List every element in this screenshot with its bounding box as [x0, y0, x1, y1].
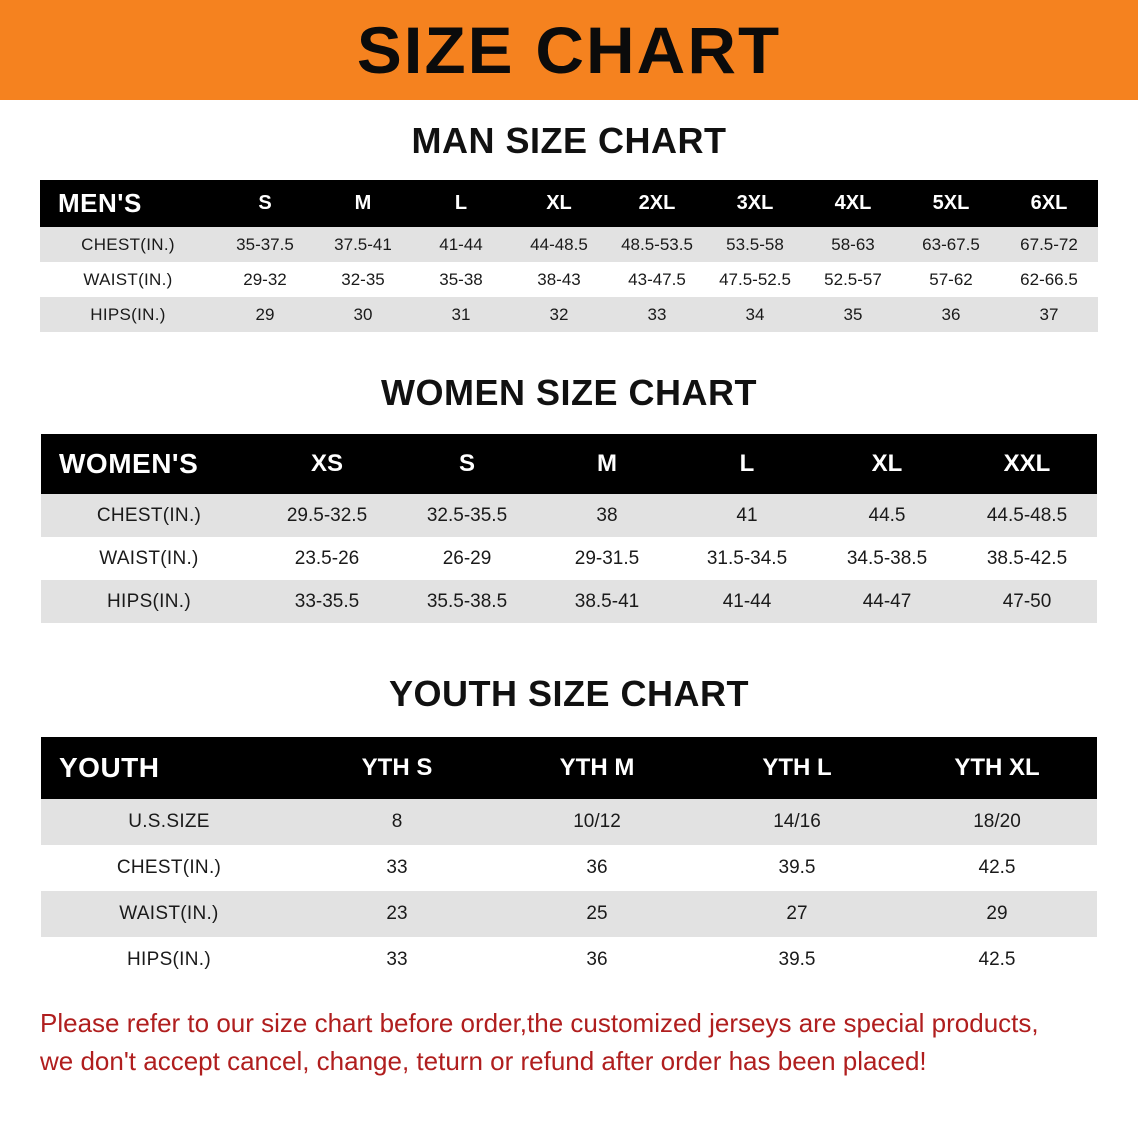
- youth-col-header: YTH M: [497, 737, 697, 799]
- men-cell: 67.5-72: [1000, 227, 1098, 262]
- women-cell: 31.5-34.5: [677, 537, 817, 580]
- women-cell: 26-29: [397, 537, 537, 580]
- youth-cell: 39.5: [697, 937, 897, 983]
- women-size-table: [41, 434, 1097, 623]
- men-cell: 34: [706, 297, 804, 332]
- men-cell: 62-66.5: [1000, 262, 1098, 297]
- men-row-label: CHEST(IN.): [40, 227, 216, 262]
- youth-cell: 8: [297, 799, 497, 845]
- youth-row-label: WAIST(IN.): [41, 891, 297, 937]
- men-col-header: L: [412, 180, 510, 227]
- women-col-header: XL: [817, 434, 957, 494]
- men-row-label: HIPS(IN.): [40, 297, 216, 332]
- men-cell: 43-47.5: [608, 262, 706, 297]
- men-cell: 32: [510, 297, 608, 332]
- youth-cell: 14/16: [697, 799, 897, 845]
- women-cell: 38.5-41: [537, 580, 677, 623]
- men-cell: 35-38: [412, 262, 510, 297]
- youth-row-label: CHEST(IN.): [41, 845, 297, 891]
- men-col-header: XL: [510, 180, 608, 227]
- men-cell: 35-37.5: [216, 227, 314, 262]
- women-table-header-row: [41, 434, 1097, 494]
- men-cell: 52.5-57: [804, 262, 902, 297]
- youth-row-label: U.S.SIZE: [41, 799, 297, 845]
- table-row: [41, 494, 1097, 537]
- men-col-header: 4XL: [804, 180, 902, 227]
- youth-cell: 25: [497, 891, 697, 937]
- men-cell: 41-44: [412, 227, 510, 262]
- men-cell: 47.5-52.5: [706, 262, 804, 297]
- women-cell: 44-47: [817, 580, 957, 623]
- women-cell: 34.5-38.5: [817, 537, 957, 580]
- men-cell: 35: [804, 297, 902, 332]
- women-cell: 47-50: [957, 580, 1097, 623]
- women-cell: 44.5: [817, 494, 957, 537]
- youth-cell: 36: [497, 845, 697, 891]
- men-size-table: [40, 180, 1098, 332]
- men-row-label: WAIST(IN.): [40, 262, 216, 297]
- men-cell: 63-67.5: [902, 227, 1000, 262]
- men-cell: 30: [314, 297, 412, 332]
- disclaimer-line-2: we don't accept cancel, change, teturn or refund after order has been placed!: [40, 1045, 927, 1076]
- youth-col-header: YTH S: [297, 737, 497, 799]
- table-row: [40, 262, 1098, 297]
- table-row: [41, 580, 1097, 623]
- women-row-label: CHEST(IN.): [41, 494, 257, 537]
- women-cell: 29.5-32.5: [257, 494, 397, 537]
- table-row: [41, 937, 1097, 983]
- men-corner-label: MEN'S: [40, 180, 216, 227]
- women-cell: 29-31.5: [537, 537, 677, 580]
- women-corner-label: WOMEN'S: [41, 434, 257, 494]
- men-cell: 31: [412, 297, 510, 332]
- men-cell: 38-43: [510, 262, 608, 297]
- youth-cell: 10/12: [497, 799, 697, 845]
- disclaimer-line-1: Please refer to our size chart before order,the customized jerseys are special products,: [40, 1008, 1039, 1038]
- youth-cell: 36: [497, 937, 697, 983]
- women-col-header: XS: [257, 434, 397, 494]
- women-col-header: M: [537, 434, 677, 494]
- man-section-title: MAN SIZE CHART: [411, 120, 727, 161]
- youth-col-header: YTH XL: [897, 737, 1097, 799]
- table-row: [41, 799, 1097, 845]
- women-cell: 35.5-38.5: [397, 580, 537, 623]
- women-cell: 23.5-26: [257, 537, 397, 580]
- youth-table-header-row: [41, 737, 1097, 799]
- youth-cell: 29: [897, 891, 1097, 937]
- men-cell: 48.5-53.5: [608, 227, 706, 262]
- men-cell: 58-63: [804, 227, 902, 262]
- men-cell: 32-35: [314, 262, 412, 297]
- women-col-header: L: [677, 434, 817, 494]
- men-cell: 33: [608, 297, 706, 332]
- women-cell: 33-35.5: [257, 580, 397, 623]
- men-col-header: M: [314, 180, 412, 227]
- women-row-label: HIPS(IN.): [41, 580, 257, 623]
- men-col-header: 6XL: [1000, 180, 1098, 227]
- youth-row-label: HIPS(IN.): [41, 937, 297, 983]
- women-col-header: XXL: [957, 434, 1097, 494]
- youth-col-header: YTH L: [697, 737, 897, 799]
- men-col-header: S: [216, 180, 314, 227]
- men-cell: 37.5-41: [314, 227, 412, 262]
- youth-corner-label: YOUTH: [41, 737, 297, 799]
- youth-size-table: [41, 737, 1097, 983]
- women-col-header: S: [397, 434, 537, 494]
- men-cell: 37: [1000, 297, 1098, 332]
- men-table-header-row: [40, 180, 1098, 227]
- youth-cell: 42.5: [897, 845, 1097, 891]
- women-cell: 38.5-42.5: [957, 537, 1097, 580]
- youth-cell: 39.5: [697, 845, 897, 891]
- men-cell: 29: [216, 297, 314, 332]
- page-title: SIZE CHART: [356, 13, 782, 87]
- table-row: [41, 845, 1097, 891]
- men-cell: 44-48.5: [510, 227, 608, 262]
- men-col-header: 5XL: [902, 180, 1000, 227]
- table-row: [40, 297, 1098, 332]
- table-row: [41, 891, 1097, 937]
- youth-cell: 23: [297, 891, 497, 937]
- women-cell: 41-44: [677, 580, 817, 623]
- women-cell: 41: [677, 494, 817, 537]
- women-cell: 44.5-48.5: [957, 494, 1097, 537]
- youth-cell: 33: [297, 937, 497, 983]
- men-cell: 57-62: [902, 262, 1000, 297]
- women-cell: 32.5-35.5: [397, 494, 537, 537]
- page-banner: [0, 0, 1138, 100]
- youth-cell: 18/20: [897, 799, 1097, 845]
- men-cell: 36: [902, 297, 1000, 332]
- table-row: [41, 537, 1097, 580]
- youth-cell: 33: [297, 845, 497, 891]
- men-cell: 53.5-58: [706, 227, 804, 262]
- men-col-header: 2XL: [608, 180, 706, 227]
- men-col-header: 3XL: [706, 180, 804, 227]
- women-section-title: WOMEN SIZE CHART: [381, 372, 757, 413]
- women-cell: 38: [537, 494, 677, 537]
- women-row-label: WAIST(IN.): [41, 537, 257, 580]
- table-row: [40, 227, 1098, 262]
- disclaimer-note: [40, 1005, 1098, 1080]
- youth-cell: 27: [697, 891, 897, 937]
- youth-section-title: YOUTH SIZE CHART: [388, 673, 749, 714]
- youth-cell: 42.5: [897, 937, 1097, 983]
- men-cell: 29-32: [216, 262, 314, 297]
